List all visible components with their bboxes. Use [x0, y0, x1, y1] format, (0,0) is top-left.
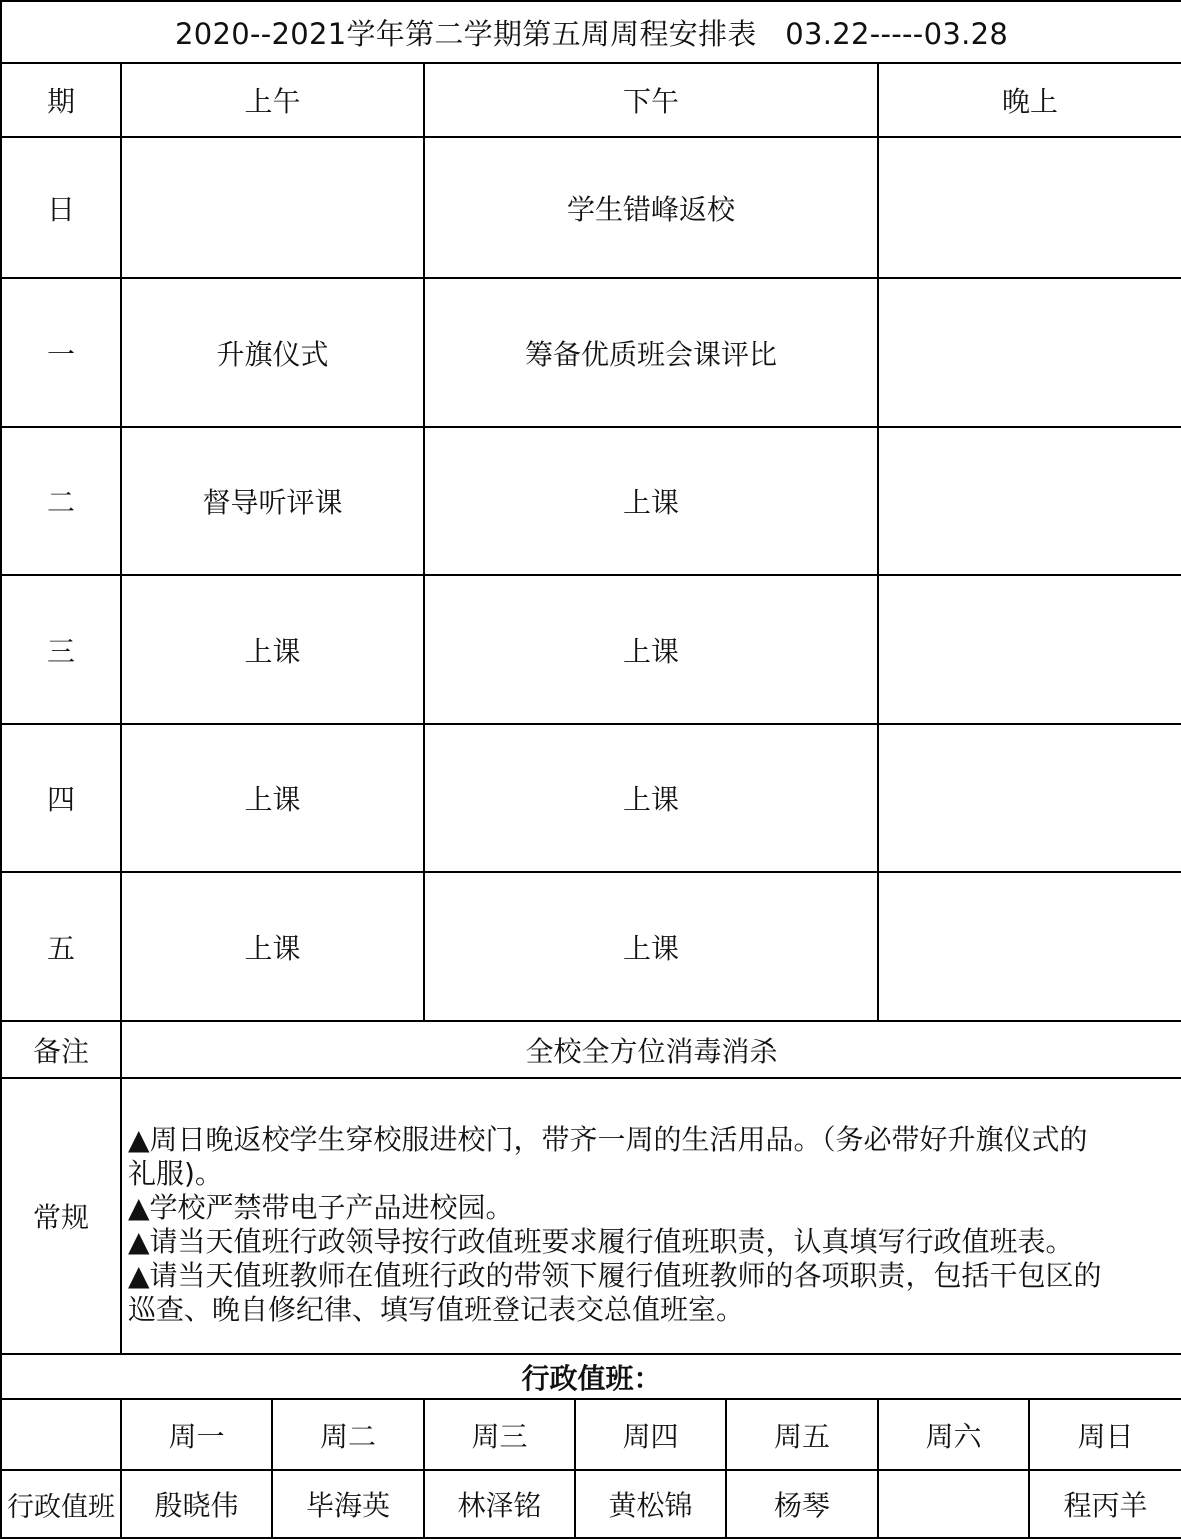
duty-name: 程丙羊 — [1029, 1470, 1181, 1538]
day-cell: 二 — [1, 427, 121, 575]
day-cell: 五 — [1, 872, 121, 1021]
afternoon-cell: 筹备优质班会课评比 — [424, 278, 878, 427]
header-evening: 晚上 — [878, 63, 1181, 137]
evening-cell — [878, 427, 1181, 575]
afternoon-cell: 上课 — [424, 427, 878, 575]
duty-day: 周五 — [726, 1399, 878, 1470]
routine-notes — [121, 1078, 1181, 1354]
table-row — [1, 575, 1181, 724]
evening-cell — [878, 872, 1181, 1021]
routine-line: ▲请当天值班行政领导按行政值班要求履行值班职责，认真填写行政值班表。 — [128, 1225, 1074, 1258]
duty-day: 周一 — [121, 1399, 272, 1470]
duty-day: 周二 — [272, 1399, 424, 1470]
table-row — [1, 137, 1181, 278]
routine-line: ▲请当天值班教师在值班行政的带领下履行值班教师的各项职责，包括干包区的 — [128, 1259, 1102, 1292]
duty-day: 周六 — [878, 1399, 1029, 1470]
morning-cell: 上课 — [121, 872, 424, 1021]
routine-row — [1, 1078, 1181, 1354]
routine-line: 礼服)。 — [128, 1157, 223, 1190]
duty-name: 杨琴 — [726, 1470, 878, 1538]
routine-line: ▲周日晚返校学生穿校服进校门，带齐一周的生活用品。（务必带好升旗仪式的 — [128, 1123, 1088, 1156]
duty-name — [878, 1470, 1029, 1538]
table-row — [1, 872, 1181, 1021]
duty-row-label: 行政值班 — [1, 1470, 121, 1538]
afternoon-cell: 上课 — [424, 724, 878, 872]
afternoon-cell: 学生错峰返校 — [424, 137, 878, 278]
day-cell: 三 — [1, 575, 121, 724]
morning-cell: 上课 — [121, 724, 424, 872]
duty-day: 周三 — [424, 1399, 575, 1470]
day-cell: 四 — [1, 724, 121, 872]
remarks-text: 全校全方位消毒消杀 — [121, 1021, 1181, 1078]
morning-cell: 督导听评课 — [121, 427, 424, 575]
day-cell: 一 — [1, 278, 121, 427]
evening-cell — [878, 575, 1181, 724]
admin-duty-table — [0, 1353, 1181, 1539]
duty-days-row — [1, 1399, 1181, 1470]
header-row — [1, 63, 1181, 137]
header-day: 期 — [1, 63, 121, 137]
remarks-label: 备注 — [1, 1021, 121, 1078]
morning-cell — [121, 137, 424, 278]
duty-title-row — [1, 1354, 1181, 1399]
routine-line: ▲学校严禁带电子产品进校园。 — [128, 1191, 514, 1224]
table-row — [1, 427, 1181, 575]
evening-cell — [878, 137, 1181, 278]
title-row — [1, 1, 1181, 63]
afternoon-cell: 上课 — [424, 872, 878, 1021]
routine-notes-body — [128, 1079, 1175, 1351]
table-row — [1, 278, 1181, 427]
morning-cell: 上课 — [121, 575, 424, 724]
duty-day: 周日 — [1029, 1399, 1181, 1470]
duty-name: 殷晓伟 — [121, 1470, 272, 1538]
header-morning: 上午 — [121, 63, 424, 137]
duty-name: 林泽铭 — [424, 1470, 575, 1538]
duty-title: 行政值班： — [1, 1354, 1181, 1399]
afternoon-cell: 上课 — [424, 575, 878, 724]
morning-cell: 升旗仪式 — [121, 278, 424, 427]
duty-day: 周四 — [575, 1399, 726, 1470]
header-afternoon: 下午 — [424, 63, 878, 137]
duty-corner-cell — [1, 1399, 121, 1470]
routine-label: 常规 — [1, 1078, 121, 1354]
schedule-title: 2020--2021学年第二学期第五周周程安排表 03.22-----03.28 — [1, 1, 1181, 63]
duty-name: 黄松锦 — [575, 1470, 726, 1538]
day-cell: 日 — [1, 137, 121, 278]
evening-cell — [878, 278, 1181, 427]
table-row — [1, 724, 1181, 872]
duty-names-row — [1, 1470, 1181, 1538]
duty-name: 毕海英 — [272, 1470, 424, 1538]
remarks-row — [1, 1021, 1181, 1078]
routine-line: 巡查、晚自修纪律、填写值班登记表交总值班室。 — [128, 1293, 745, 1326]
evening-cell — [878, 724, 1181, 872]
